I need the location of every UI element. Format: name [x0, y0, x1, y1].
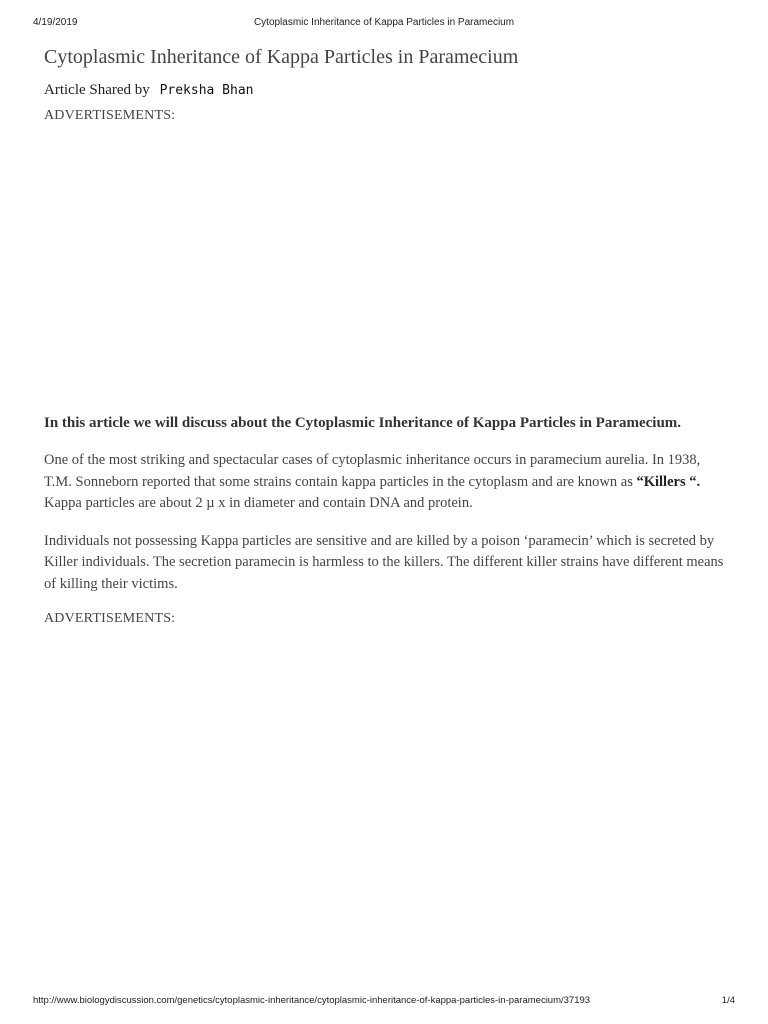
paragraph-1-text-start: One of the most striking and spectacular cases of cytoplasmic inheritance occurs in paramecium aurelia. In 1938, T.M. Sonneborn reported that some strains contain kappa particles in the cytoplasm and are known as	[44, 452, 701, 490]
article-paragraph-2: Individuals not possessing Kappa particles are sensitive and are killed by a poison ‘paramecin’ which is secreted by Killer individuals. The secretion paramecin is harmless to the killers. The different killer strains have different means of killing their victims.	[44, 532, 724, 592]
paragraph-1-text-end: Kappa particles are about 2 µ x in diameter and contain DNA and protein.	[44, 495, 473, 511]
advertisement-label: ADVERTISEMENTS:	[44, 108, 176, 123]
print-header-title: Cytoplasmic Inheritance of Kappa Particles in Paramecium	[253, 17, 515, 28]
article	[44, 44, 724, 627]
killers-term: “Killers “.	[636, 473, 701, 490]
article-intro: In this article we will discuss about the Cytoplasmic Inheritance of Kappa Particles in Paramecium.	[44, 415, 682, 431]
print-date: 4/19/2019	[33, 17, 78, 28]
byline-label: Article Shared by	[44, 82, 150, 98]
advertisement-label-2: ADVERTISEMENTS:	[44, 611, 176, 626]
print-footer-url: http://www.biologydiscussion.com/genetics/cytoplasmic-inheritance/cytoplasmic-inheritance-of-kappa-particles-in-paramecium/37193	[33, 995, 591, 1006]
page-number: 1/4	[721, 995, 735, 1006]
article-title: Cytoplasmic Inheritance of Kappa Particles in Paramecium	[44, 46, 519, 68]
byline	[44, 80, 724, 100]
advertisement-slot	[44, 124, 724, 412]
author-link[interactable]: Preksha Bhan	[159, 83, 254, 98]
article-paragraph-1	[44, 450, 724, 515]
